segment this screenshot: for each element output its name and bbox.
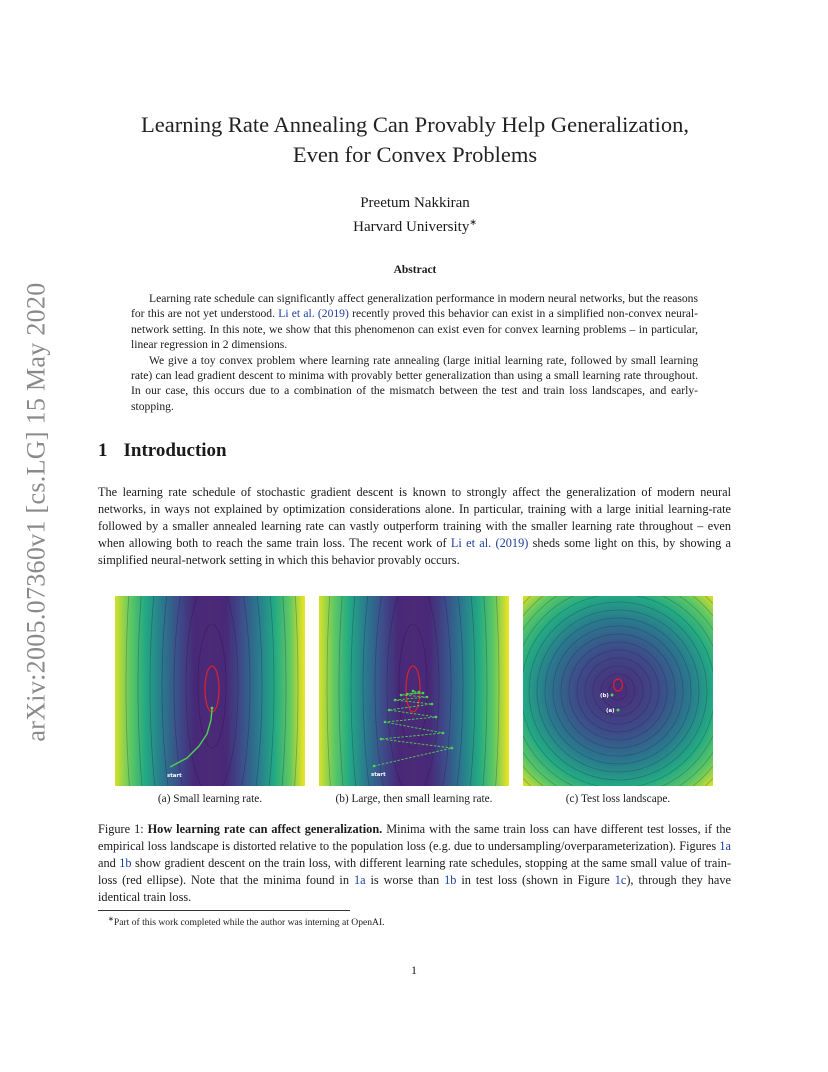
author-name: Preetum Nakkiran — [360, 195, 470, 211]
start-label: start — [371, 772, 386, 778]
abstract-body — [131, 291, 698, 414]
caption-text: show gradient descent on the train loss, with different learning rate schedules, stopping at the same small value of train-loss (red ellipse). Note that the minima found in — [98, 856, 731, 888]
figure-ref-1c[interactable]: 1c — [614, 873, 627, 888]
label-b: (b) — [600, 693, 609, 699]
caption-bold: How learning rate can affect generalization. — [147, 822, 383, 836]
panel-b-plot — [319, 596, 509, 786]
author-affiliation-line — [100, 213, 730, 237]
panel-c-plot — [523, 596, 713, 786]
figure-panel-b — [319, 596, 509, 786]
author-affiliation: Harvard University — [353, 219, 470, 235]
citation-link[interactable]: Li et al. (2019) — [450, 536, 529, 551]
caption-text: is worse than — [365, 873, 445, 888]
caption-text: ), through they have identical train loss. — [98, 873, 731, 905]
subcaption-c: (c) Test loss landscape. — [565, 793, 671, 805]
intro-text: sheds some light on this, by showing a simplified neural-network setting in which this behavior provably occurs. — [98, 536, 732, 568]
caption-text: in test loss (shown in Figure — [456, 873, 615, 888]
figure-panel-c — [523, 596, 713, 786]
start-label: start — [167, 773, 182, 779]
citation-author: Li et al. — [450, 536, 492, 551]
section-number: 1 — [98, 440, 108, 461]
footnote-mark: ∗ — [108, 915, 114, 923]
intro-paragraph — [98, 484, 731, 569]
title-line-1: Learning Rate Annealing Can Provably Help Generalization, — [141, 112, 689, 137]
minimum-b-point — [611, 694, 614, 697]
footnote-text: Part of this work completed while the author was interning at OpenAI. — [113, 917, 385, 929]
panel-a-plot — [115, 596, 305, 786]
section-title: Introduction — [123, 440, 227, 461]
citation-year: 2019 — [499, 536, 525, 551]
abstract-text: Learning rate schedule can significantly affect generalization performance in modern neural networks, but the reasons for this are not yet understood. — [131, 292, 698, 321]
footnote-rule — [98, 910, 350, 911]
section-heading — [98, 440, 227, 462]
figure-ref-1b[interactable]: 1b — [119, 856, 132, 871]
figure-ref-1b[interactable]: 1b — [444, 873, 457, 888]
arxiv-identifier-text: arXiv:2005.07360v1 [cs.LG] 15 May 2020 — [22, 282, 51, 742]
arxiv-side-identifier — [14, 262, 60, 762]
author-footnote-mark: ∗ — [469, 217, 477, 227]
paper-title — [100, 110, 730, 170]
minimum-a-point — [617, 709, 620, 712]
figure-panel-a — [115, 596, 305, 786]
citation-year: 2019 — [321, 307, 345, 321]
intro-text: The learning rate schedule of stochastic gradient descent is known to strongly affect the generalization of modern neural networks, in ways not explained by optimization considerations alone. In particular, training with a large initial learning-rate followed by a smaller annealed learning rate can vastly outperform training with the smaller learning rate throughout – even when allowing both to reach the same train loss. The recent work of — [98, 485, 731, 551]
title-line-2: Even for Convex Problems — [292, 142, 538, 167]
caption-text: Minima with the same train loss can have different test losses, if the empirical loss landscape is distorted relative to the population loss (e.g. due to undersampling/overparameterization). Figures — [98, 822, 731, 854]
abstract-text: recently proved this behavior can exist in a simplified non-convex neural-network setting. In this note, we show that this phenomenon can exist even for convex learning problems – in particular, linear regression in 2 dimensions. — [131, 307, 699, 352]
caption-text: and — [98, 856, 120, 871]
endpoint-dot — [211, 707, 214, 710]
figure-caption — [98, 821, 731, 906]
caption-prefix: Figure 1: — [98, 822, 148, 836]
abstract-paragraph-1 — [131, 291, 698, 353]
subcaption-b: (b) Large, then small learning rate. — [335, 793, 493, 805]
subcaption-a: (a) Small learning rate. — [157, 793, 263, 805]
abstract-heading: Abstract — [393, 264, 437, 276]
citation-author: Li et al. — [278, 307, 315, 321]
page-number: 1 — [411, 963, 417, 977]
label-a: (a) — [606, 708, 615, 714]
footnote — [108, 915, 385, 928]
abstract-paragraph-2: We give a toy convex problem where learning rate annealing (large initial learning rate, followed by small learning rate) can lead gradient descent to minima with provably better generalization than using a small learning rate throughout. In our case, this occurs due to a combination of the mismatch between the test and train loss landscapes, and early-stopping. — [131, 353, 698, 413]
figure-ref-1a[interactable]: 1a — [719, 839, 731, 854]
figure-ref-1a[interactable]: 1a — [353, 873, 366, 888]
author-block — [100, 194, 730, 237]
citation-link[interactable]: Li et al. (2019) — [278, 307, 349, 321]
